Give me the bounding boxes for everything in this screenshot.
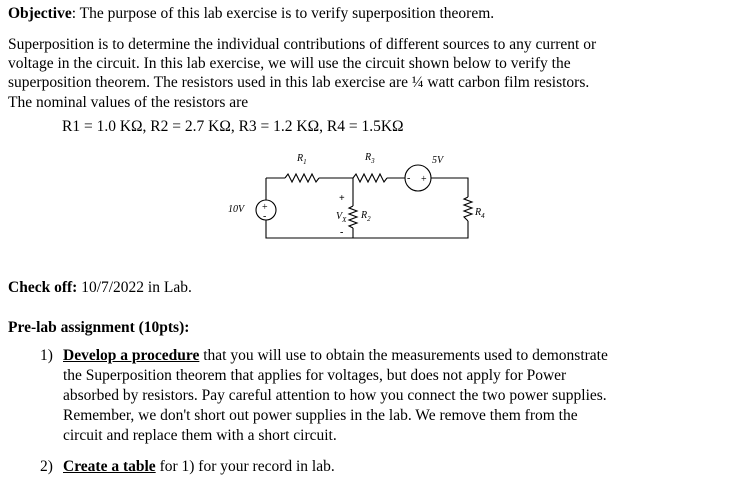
resistor-values: R1 = 1.0 KΩ, R2 = 2.7 KΩ, R3 = 1.2 KΩ, R4 = 1.5KΩ bbox=[62, 118, 404, 135]
develop-procedure-link: Develop a procedure bbox=[63, 347, 200, 364]
objective-paragraph bbox=[8, 4, 494, 23]
item1-line-1 bbox=[63, 346, 608, 365]
item1-number: 1) bbox=[40, 347, 53, 364]
vx-plus: + bbox=[339, 193, 345, 204]
checkoff-label: Check off: bbox=[8, 279, 78, 296]
source-5v-plus: + bbox=[421, 174, 427, 185]
source-5v-minus: - bbox=[407, 173, 411, 184]
objective-text: : The purpose of this lab exercise is to verify superposition theorem. bbox=[71, 5, 495, 22]
source-5v-label: 5V bbox=[432, 155, 444, 166]
item1-text-1: that you will use to obtain the measurements used to demonstrate bbox=[199, 347, 608, 364]
intro-line-3: superposition theorem. The resistors used in this lab exercise are ¼ watt carbon film resistors. bbox=[8, 74, 590, 91]
r1-label: $R_1$ bbox=[297, 153, 307, 166]
circuit-diagram bbox=[222, 143, 485, 253]
checkoff-text: 10/7/2022 in Lab. bbox=[77, 279, 192, 296]
r3-resistor bbox=[353, 174, 387, 182]
r4-label: $R_4$ bbox=[475, 207, 485, 220]
source-10v-minus: - bbox=[263, 211, 267, 222]
r2-resistor bbox=[349, 206, 357, 228]
prelab-title: Pre-lab assignment (10pts): bbox=[8, 319, 190, 336]
vx-label: $V_X$ bbox=[336, 211, 347, 224]
vx-minus: - bbox=[340, 227, 344, 238]
intro-line-1: Superposition is to determine the individual contributions of different sources to any current or bbox=[8, 36, 597, 53]
item1-line-5: circuit and replace them with a short circuit. bbox=[63, 427, 337, 444]
r4-resistor bbox=[464, 197, 472, 221]
item2-line bbox=[63, 457, 335, 476]
objective-label: Objective bbox=[8, 5, 72, 22]
source-10v-label: 10V bbox=[228, 204, 245, 215]
item1-line-3: absorbed by resistors. Pay careful attention to how you connect the two power supplies. bbox=[63, 387, 607, 404]
checkoff-line bbox=[8, 278, 192, 297]
r1-resistor bbox=[285, 174, 319, 182]
item2-number: 2) bbox=[40, 458, 53, 475]
r3-label: $R_3$ bbox=[365, 152, 375, 165]
intro-line-2: voltage in the circuit. In this lab exercise, we will use the circuit shown below to verify the bbox=[8, 55, 571, 72]
intro-line-4: The nominal values of the resistors are bbox=[8, 94, 249, 111]
create-table-link: Create a table bbox=[63, 458, 156, 475]
item1-line-2: the Superposition theorem that applies for voltages, but does not apply for Power bbox=[63, 367, 567, 384]
loop-wire bbox=[266, 178, 468, 238]
r2-label: $R_2$ bbox=[361, 210, 371, 223]
item1-line-4: Remember, we don't short out power supplies in the lab. We remove them from the bbox=[63, 407, 578, 424]
source-10v-plus: + bbox=[262, 202, 268, 213]
item2-text: for 1) for your record in lab. bbox=[155, 458, 335, 475]
